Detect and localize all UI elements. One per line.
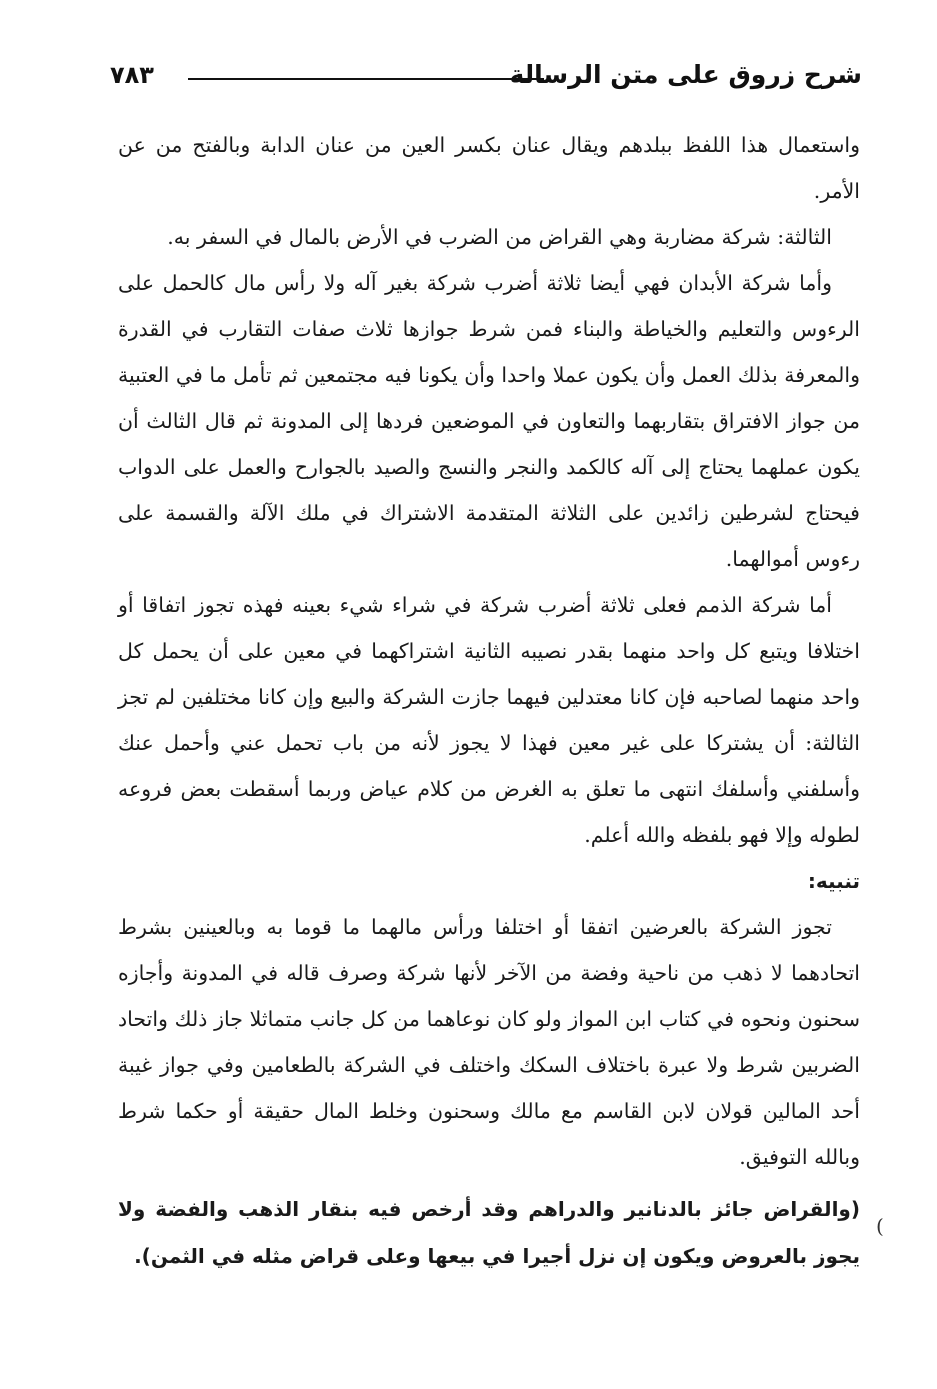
page-header [110,54,862,98]
header-rule [188,78,544,80]
margin-mark: ( [876,1214,884,1238]
page-number: ٧٨٣ [110,61,154,89]
paragraph-dhimam: أما شركة الذمم فعلى ثلاثة أضرب شركة في شراء شيء بعينه فهذه تجوز اتفاقا أو اختلافا ويتبع كل واحد منهما بقدر نصيبه الثانية اشتراكهما في معين على أن يحمل كل واحد منهما لصاحبه فإن كانا معتدلين فيهما جازت الشركة والبيع وإن كانا مختلفين لم تجز الثالثة: أن يشتركا على غير معين فهذا لا يجوز لأنه من باب تحمل عني وأحمل عنك وأسلفني وأسلفك انتهى ما تعلق به الغرض من كلام عياض وربما أسقطت بعض فروعه لطوله وإلا فهو بلفظه والله أعلم. [118,593,860,847]
book-title: شرح زروق على متن الرسالة [509,60,862,89]
note-paragraph: تجوز الشركة بالعرضين اتفقا أو اختلفا ورأس مالهما ما قوما به وبالعينين بشرط اتحادهما لا ذهب من ناحية وفضة من الآخر لأنها شركة وصرف قاله في المدونة وأجازه سحنون ونحوه في كتاب ابن المواز ولو كان نوعاهما من كل جانب متماثلا جاز ذلك واتحاد الضربين شرط ولا عبرة باختلاف السكك واختلف في الشركة بالطعامين وفي جواز غيبة أحد المالين قولان لابن القاسم مع مالك وسحنون وخلط المال حقيقة أو حكما شرط وبالله التوفيق. [118,915,860,1169]
matn-text: (والقراض جائز بالدنانير والدراهم وقد أرخص فيه بنقار الذهب والفضة ولا يجوز بالعروض ويكون إن نزل أجيرا في بيعها وعلى قراض مثله في الثمن). [118,1197,860,1268]
paragraph-abdan: وأما شركة الأبدان فهي أيضا ثلاثة أضرب شركة بغير آله ولا رأس مال كالحمل على الرءوس والتعليم والخياطة والبناء فمن شرط جوازها ثلاث صفات التقارب في القدرة والمعرفة بذلك العمل وأن يكون عملا واحدا وأن يكونا فيه مجتمعين ثم تأمل ما في العتبية من جواز الافتراق بتقاربهما والتعاون في الموضعين فردها إلى المدونة ثم قال الثالث أن يكون عملهما يحتاج إلى آله كالكمد والنجر والنسج والصيد بالجوارح والعمل على الدواب فيحتاج لشرطين زائدين على الثلاثة المتقدمة الاشتراك في ملك الآلة والقسمة على رءوس أموالهما. [118,271,860,571]
paragraph-mudaraba: الثالثة: شركة مضاربة وهي القراض من الضرب في الأرض بالمال في السفر به. [167,225,832,249]
page-body [118,122,860,1280]
paragraph-continuation: واستعمال هذا اللفظ ببلدهم ويقال عنان بكسر العين من عنان الدابة وبالفتح من عن الأمر. [118,133,860,203]
note-heading: تنبيه: [807,869,860,893]
